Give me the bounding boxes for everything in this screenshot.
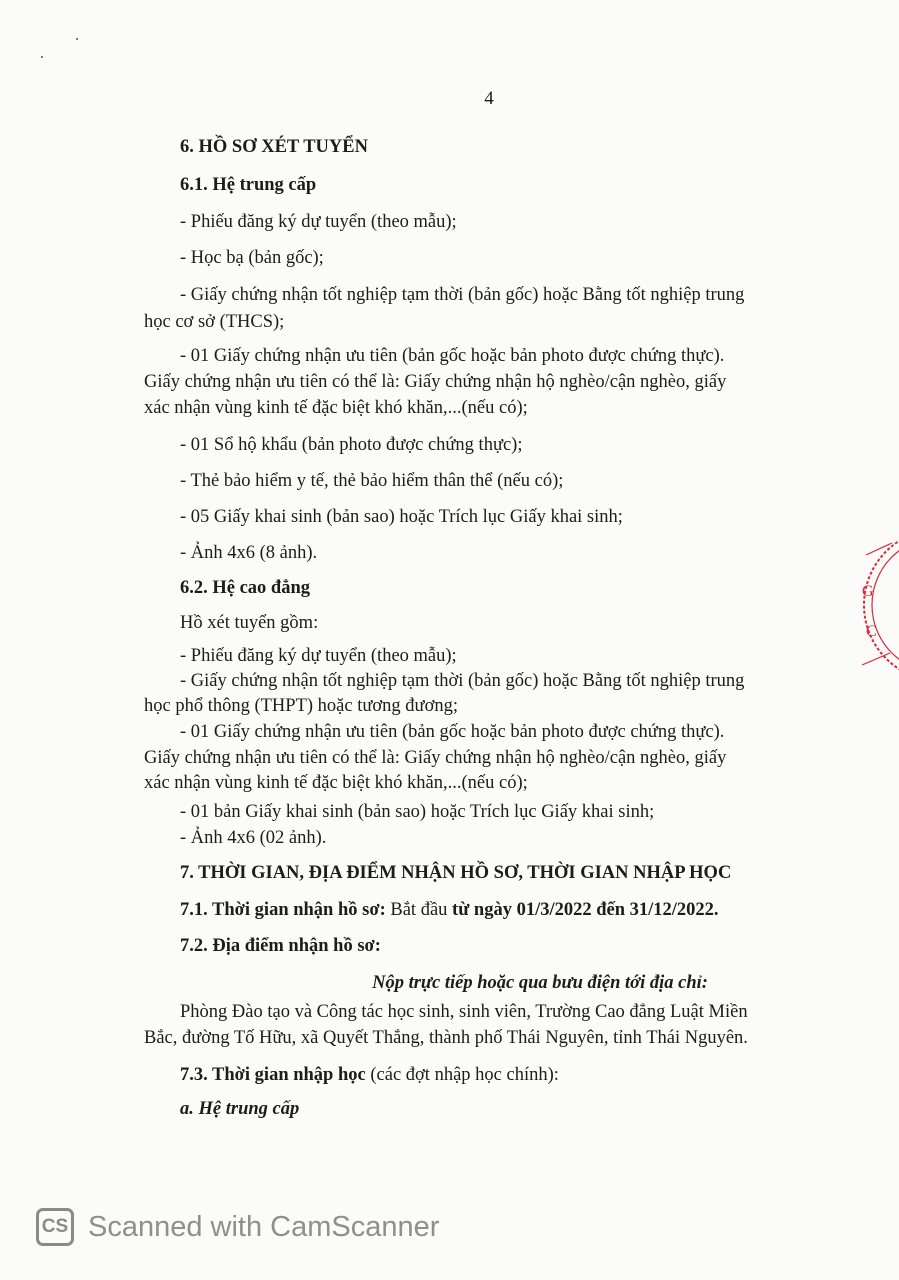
list-item: - 01 bản Giấy khai sinh (bản sao) hoặc Trích lục Giấy khai sinh; xyxy=(180,802,655,822)
list-item: - 01 Sổ hộ khẩu (bản photo được chứng thực); xyxy=(180,435,523,455)
address-line-2: Bắc, đường Tố Hữu, xã Quyết Thắng, thành phố Thái Nguyên, tỉnh Thái Nguyên. xyxy=(144,1028,748,1048)
list-item: - 05 Giấy khai sinh (bản sao) hoặc Trích lục Giấy khai sinh; xyxy=(180,507,623,527)
scan-speck xyxy=(41,56,43,58)
section-7-2-heading: 7.2. Địa điểm nhận hồ sơ: xyxy=(180,936,381,956)
list-item: - Học bạ (bản gốc); xyxy=(180,248,324,268)
list-item: Giấy chứng nhận ưu tiên có thể là: Giấy chứng nhận hộ nghèo/cận nghèo, giấy xyxy=(144,372,727,392)
list-item: học phổ thông (THPT) hoặc tương đương; xyxy=(144,696,458,716)
list-item: - Phiếu đăng ký dự tuyển (theo mẫu); xyxy=(180,646,457,666)
submission-method: Nộp trực tiếp hoặc qua bưu điện tới địa chỉ: xyxy=(372,973,708,993)
list-item: - Ảnh 4x6 (02 ảnh). xyxy=(180,828,327,848)
section-7-3-note: (các đợt nhập học chính): xyxy=(365,1065,559,1085)
seal-ring-icon xyxy=(852,525,899,685)
section-6-1-heading: 6.1. Hệ trung cấp xyxy=(180,175,317,195)
seal-letter: G xyxy=(862,583,874,600)
list-item: - Giấy chứng nhận tốt nghiệp tạm thời (bản gốc) hoặc Bằng tốt nghiệp trung xyxy=(180,671,745,691)
section-7-1 xyxy=(180,898,719,922)
list-item: học cơ sở (THCS); xyxy=(144,312,285,332)
section-7-1-label: 7.1. Thời gian nhận hồ sơ: xyxy=(180,900,386,920)
camscanner-watermark xyxy=(36,1208,439,1246)
page-number: 4 xyxy=(484,88,494,109)
list-item: - Phiếu đăng ký dự tuyển (theo mẫu); xyxy=(180,212,457,232)
section-7-3-label: 7.3. Thời gian nhập học xyxy=(180,1065,366,1085)
list-item: - 01 Giấy chứng nhận ưu tiên (bản gốc hoặc bản photo được chứng thực). xyxy=(180,346,725,366)
section-6-heading: 6. HỒ SƠ XÉT TUYỂN xyxy=(180,137,368,157)
section-7-heading: 7. THỜI GIAN, ĐỊA ĐIỂM NHẬN HỒ SƠ, THỜI GIAN NHẬP HỌC xyxy=(180,863,732,883)
list-item: - Ảnh 4x6 (8 ảnh). xyxy=(180,543,318,563)
address-line-1: Phòng Đào tạo và Công tác học sinh, sinh viên, Trường Cao đẳng Luật Miền xyxy=(180,1002,748,1022)
seal-letter: C xyxy=(866,623,877,640)
list-item: xác nhận vùng kinh tế đặc biệt khó khăn,...(nếu có); xyxy=(144,398,528,418)
camscanner-logo-icon: CS xyxy=(36,1208,74,1246)
list-item: - Thẻ bảo hiểm y tế, thẻ bảo hiểm thân thể (nếu có); xyxy=(180,471,564,491)
list-item: - 01 Giấy chứng nhận ưu tiên (bản gốc hoặc bản photo được chứng thực). xyxy=(180,722,725,742)
scan-speck xyxy=(76,38,78,40)
list-item: Giấy chứng nhận ưu tiên có thể là: Giấy chứng nhận hộ nghèo/cận nghèo, giấy xyxy=(144,748,727,768)
watermark-text: Scanned with CamScanner xyxy=(88,1210,440,1243)
section-7-1-prefix: Bắt đầu xyxy=(385,900,453,920)
section-6-2-heading: 6.2. Hệ cao đẳng xyxy=(180,578,311,598)
list-item: Hồ xét tuyển gồm: xyxy=(180,613,319,633)
list-item: xác nhận vùng kinh tế đặc biệt khó khăn,...(nếu có); xyxy=(144,773,528,793)
list-item: - Giấy chứng nhận tốt nghiệp tạm thời (bản gốc) hoặc Bằng tốt nghiệp trung xyxy=(180,285,745,305)
section-7-1-dates: từ ngày 01/3/2022 đến 31/12/2022. xyxy=(452,900,719,920)
section-7-3-a: a. Hệ trung cấp xyxy=(180,1099,300,1119)
red-seal-stamp xyxy=(852,525,899,685)
section-7-3 xyxy=(180,1063,559,1087)
